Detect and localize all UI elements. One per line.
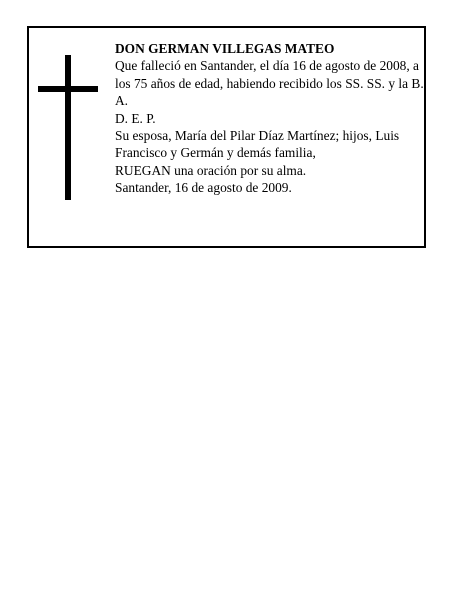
- obituary-notice: [27, 26, 426, 248]
- place-and-date: Santander, 16 de agosto de 2009.: [115, 180, 292, 196]
- cross-vertical-bar: [65, 55, 71, 200]
- death-details: Que falleció en Santander, el día 16 de agosto de 2008, a los 75 años de edad, habiendo recibido los SS. SS. y la B. A.: [115, 58, 424, 109]
- rest-in-peace: D. E. P.: [115, 110, 156, 126]
- cross-horizontal-bar: [38, 86, 98, 92]
- family-members: Su esposa, María del Pilar Díaz Martínez; hijos, Luis Francisco y Germán y demás familia,: [115, 128, 400, 161]
- deceased-name: DON GERMAN VILLEGAS MATEO: [115, 41, 335, 56]
- notice-text-block: [115, 40, 425, 197]
- latin-cross-icon: [38, 55, 98, 200]
- prayer-request: RUEGAN una oración por su alma.: [115, 162, 307, 178]
